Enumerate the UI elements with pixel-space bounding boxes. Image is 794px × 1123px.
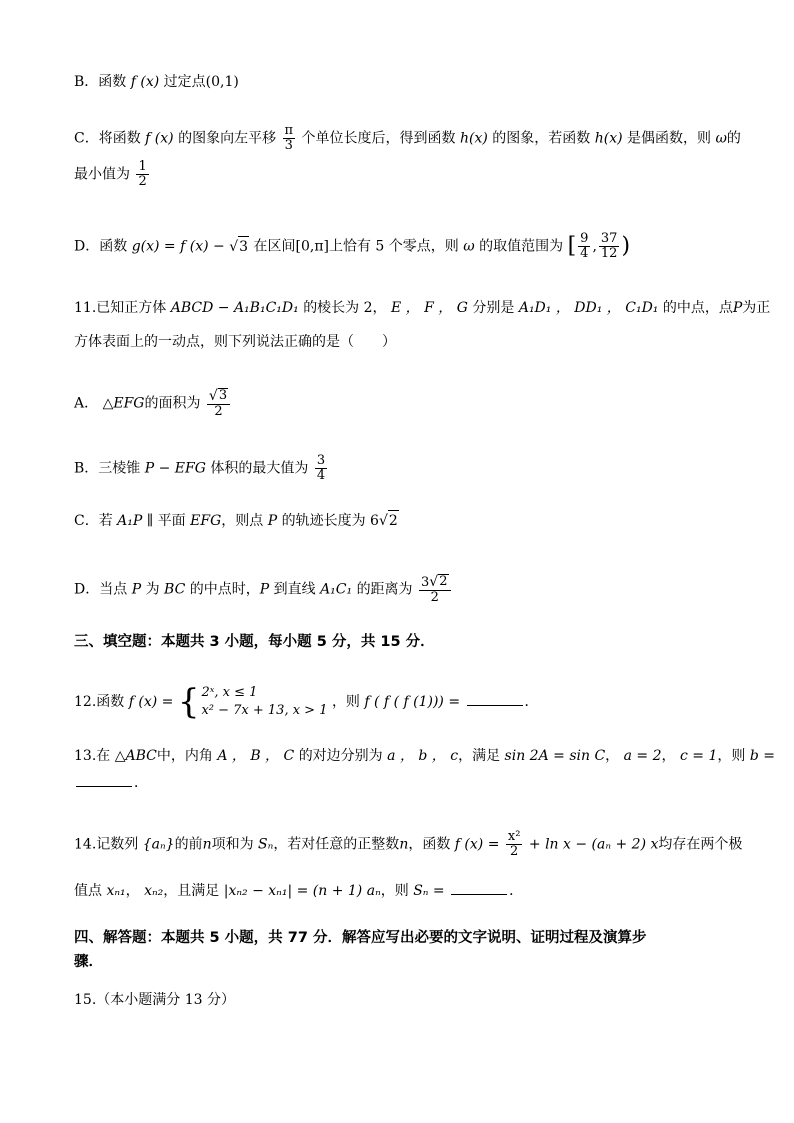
text: ，且满足 <box>163 883 220 899</box>
text: 的轨迹长度为 <box>281 513 366 529</box>
text: 过定点 <box>163 74 206 90</box>
q14-cont: 值点 xₙ₁， xₙ₂，且满足 |xₙ₂ − xₙ₁| = (n + 1) aₙ，则 Sₙ = ． <box>74 880 724 901</box>
math-segment: BC <box>164 581 186 598</box>
math-f-lhs: f (x) = <box>454 836 500 853</box>
fraction-low <box>578 232 590 261</box>
q11-option-d <box>74 574 724 605</box>
text: 若 <box>98 513 113 529</box>
denominator: 2 <box>214 404 223 419</box>
denominator: 2 <box>430 590 439 605</box>
math-fx: f (x) <box>145 130 174 147</box>
text: 函数 <box>98 74 127 90</box>
radicand: 2 <box>439 574 448 589</box>
q10-option-c <box>74 123 741 153</box>
fraction-distance <box>419 574 450 605</box>
answer-blank[interactable] <box>451 880 507 895</box>
text: 的图象向左平移 <box>178 130 277 147</box>
math-angles: A ， B ， C <box>217 748 295 764</box>
option-label: B． <box>74 460 99 477</box>
q15-header: 15.（本小题满分 13 分） <box>74 992 235 1008</box>
radicand: 2 <box>388 510 399 531</box>
text: 上恰有 5 个零点，则 <box>328 238 459 255</box>
math-fx: f (x) <box>130 74 160 90</box>
math-pyramid: P − EFG <box>144 460 206 477</box>
math-fx: f (x) <box>128 694 158 710</box>
math-condition: |xₙ₂ − xₙ₁| = (n + 1) aₙ <box>223 883 381 899</box>
text: ． <box>134 775 148 791</box>
math-plane: EFG <box>190 513 222 529</box>
text: 已知正方体 <box>96 300 167 316</box>
math-triangle: △EFG <box>102 395 145 412</box>
q10-option-b <box>74 72 724 92</box>
text: ，满足 <box>458 748 501 764</box>
math-cube: ABCD − A₁B₁C₁D₁ <box>170 300 299 316</box>
denominator: 2 <box>138 174 147 189</box>
q11-option-b <box>74 454 724 483</box>
case-1: 2ˣ, x ≤ 1 <box>201 685 258 700</box>
fraction-area <box>207 388 230 419</box>
text: 为正 <box>742 300 771 316</box>
text: 项和为 <box>211 836 254 853</box>
q13 <box>74 746 775 766</box>
text: ，则点 <box>221 513 264 529</box>
text: ，则 <box>717 748 746 764</box>
text: 中，内角 <box>156 748 213 764</box>
math-line: A₁C₁ <box>320 581 353 598</box>
math-p: P <box>131 581 142 598</box>
math-sides: a ， b ， c <box>387 748 459 764</box>
text: 记数列 <box>96 836 139 853</box>
case-2: x² − 7x + 13, x > 1 <box>201 703 328 718</box>
q13-cont <box>74 772 724 793</box>
math-eq: a = 2 <box>623 748 662 764</box>
numerator: 3 √ 2 <box>419 574 450 591</box>
numerator: 1 <box>138 159 147 174</box>
text: 函数 <box>96 694 125 710</box>
denominator: 4 <box>316 468 326 483</box>
section-3-heading: 三、填空题：本题共 3 小题，每小题 5 分，共 15 分． <box>74 634 435 650</box>
fraction-x2 <box>506 830 523 859</box>
math-p: P <box>267 513 278 529</box>
text: 平面 <box>157 513 186 529</box>
math-eq: b = <box>749 748 775 764</box>
math-eq: sin 2A = sin C <box>504 748 606 764</box>
text: 函数 <box>99 238 128 255</box>
text: 当点 <box>99 581 128 598</box>
text: ，函数 <box>408 836 451 853</box>
text: 三棱锥 <box>98 460 141 477</box>
text: 在区间 <box>253 238 296 255</box>
text: ， <box>661 748 676 764</box>
math-n: n <box>399 836 409 853</box>
math-hx: h(x) <box>459 130 488 147</box>
text: ． <box>524 694 539 710</box>
text: 最小值为 <box>74 166 130 183</box>
text: ． <box>509 883 524 899</box>
math-sequence: {aₙ} <box>142 836 175 853</box>
math-p: P <box>259 581 270 598</box>
text: 的中点，点 <box>662 300 733 316</box>
text: 个单位长度后，得到函数 <box>301 130 456 147</box>
text: 的取值范围为 <box>479 238 564 255</box>
sqrt-2: √ 2 <box>379 510 399 531</box>
numerator: x² <box>507 829 521 844</box>
denominator: 4 <box>580 246 589 261</box>
q12: 12.函数 f (x) = { 2ˣ, x ≤ 1 x² − 7x + 13, x > 1 ，则 f ( f ( f (1))) = ． <box>74 682 539 722</box>
text: 到直线 <box>273 581 316 598</box>
math-omega: ω <box>463 238 475 255</box>
piecewise: { 2ˣ, x ≤ 1 x² − 7x + 13, x > 1 <box>177 682 328 722</box>
question-number: 12. <box>74 694 97 710</box>
math-fx: f (x) <box>180 238 209 255</box>
text: ， <box>605 748 620 764</box>
text: 的棱长为 2， <box>303 300 387 316</box>
option-label: B． <box>74 74 99 90</box>
text: 均存在两个极 <box>658 836 743 853</box>
section-4-heading-cont: 骤． <box>74 954 103 970</box>
denominator: 3 <box>284 138 293 153</box>
fraction-volume <box>315 454 327 483</box>
option-label: D． <box>74 581 100 598</box>
question-number: 11. <box>74 300 97 316</box>
radicand: 3 <box>238 236 249 257</box>
denominator: 2 <box>510 844 519 859</box>
numerator: π <box>284 123 294 138</box>
math-x2: xₙ₂ <box>144 883 164 899</box>
text: ，则 <box>380 883 409 899</box>
numerator: 9 <box>580 231 589 246</box>
text: ，若对任意的正整数 <box>273 836 400 853</box>
math-edges: A₁D₁ ， DD₁ ， C₁D₁ <box>518 300 659 316</box>
math-f-rhs: + ln x − (aₙ + 2) x <box>528 836 659 853</box>
numerator: 37 <box>600 231 618 246</box>
text: 值点 <box>74 883 102 899</box>
math-expression: f ( f ( f (1))) = <box>364 694 461 710</box>
math-hx: h(x) <box>594 130 623 147</box>
fraction-answer <box>136 160 148 189</box>
coefficient: 6 <box>370 513 379 529</box>
math-p: P <box>732 300 743 316</box>
question-number: 13. <box>74 748 97 764</box>
math-x1: xₙ₁ <box>106 883 126 899</box>
numerator: 3 <box>316 453 326 468</box>
text: 的距离为 <box>356 581 413 598</box>
q11-option-c <box>74 510 724 531</box>
math-points: E ， F ， G <box>391 300 468 316</box>
text: 的前 <box>174 836 203 853</box>
option-label: D． <box>74 238 100 255</box>
fraction-shift <box>283 124 296 153</box>
text: ，则 <box>331 694 360 710</box>
text: 的对边分别为 <box>298 748 383 764</box>
math-sn: Sₙ <box>258 836 274 853</box>
q14 <box>74 829 743 859</box>
text: 在 <box>96 748 111 764</box>
text: 的 <box>726 130 741 147</box>
numerator: √ 3 <box>207 388 230 405</box>
text: 的中点时， <box>189 581 260 598</box>
text: 分别是 <box>472 300 515 316</box>
math-n: n <box>202 836 212 853</box>
math-eq: c = 1 <box>679 748 718 764</box>
q11-stem <box>74 298 771 318</box>
text: 为 <box>145 581 160 598</box>
option-label: C． <box>74 513 99 529</box>
math-interval: [0,π] <box>295 238 329 255</box>
text: 是偶函数，则 <box>627 130 712 147</box>
q10-option-d: D．函数 g(x) = f (x) − √ 3 在区间[0,π]上恰有 5 个零点，则 ω 的取值范围为 [ $\frac{9}{4}$ , $\frac{37}{12}$ ) <box>74 231 631 261</box>
coefficient: 3 <box>421 575 430 590</box>
math-gx: g(x) <box>131 238 160 255</box>
option-label: C． <box>74 130 99 147</box>
answer-blank[interactable] <box>467 691 523 706</box>
answer-blank[interactable] <box>76 772 132 787</box>
math-relation: A₁P ∥ <box>117 513 154 529</box>
option-label: A． <box>74 395 99 412</box>
q11-option-a <box>74 388 724 419</box>
math-triangle: △ABC <box>114 748 157 764</box>
q11-stem-cont <box>74 332 724 352</box>
math-omega: ω <box>715 130 727 147</box>
math-sn-eq: Sₙ = <box>413 883 445 899</box>
text: 方体表面上的一动点，则下列说法正确的是（ ） <box>74 334 396 350</box>
text: 将函数 <box>98 130 141 147</box>
radicand: 3 <box>218 388 228 403</box>
fraction-high <box>599 232 620 261</box>
section-4-heading: 四、解答题：本题共 5 小题，共 77 分．解答应写出必要的文字说明、证明过程及演算步 <box>74 930 647 946</box>
math-point: (0,1) <box>205 74 239 90</box>
denominator: 12 <box>600 246 618 261</box>
text: 体积的最大值为 <box>210 460 309 477</box>
q10-option-c-cont <box>74 160 724 189</box>
question-number: 14. <box>74 836 97 853</box>
text: 的面积为 <box>144 395 201 412</box>
text: 的图象，若函数 <box>492 130 591 147</box>
sqrt-3: √ 3 <box>229 236 249 257</box>
